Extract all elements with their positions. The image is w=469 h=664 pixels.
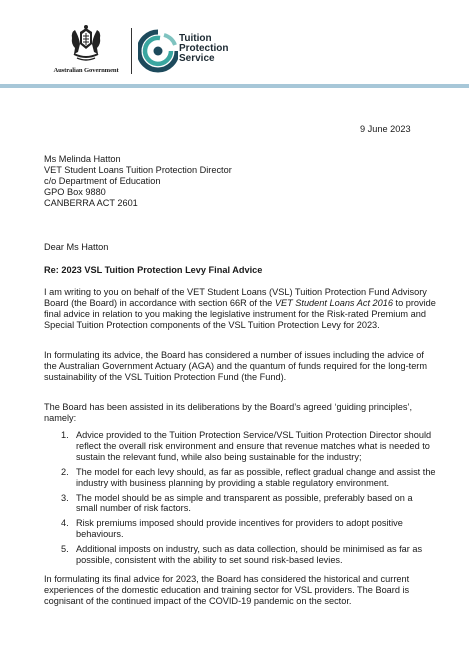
address-line: VET Student Loans Tuition Protection Director [44,164,232,175]
body-paragraph: In formulating its advice, the Board has considered a number of issues including the advice of the Australian Government Actuary (AGA) and the quantum of funds required for the long-term sustainability of the VSL Tuition Protection Fund (the Fund). [44,350,428,382]
tps-wordmark [179,34,228,64]
list-number: 3. [61,492,69,503]
body-paragraph: The Board has been assisted in its deliberations by the Board’s agreed ‘guiding principles’, namely: [44,402,413,423]
act-title: VET Student Loans Act 2016 [274,297,393,308]
body-paragraph: In formulating its final advice for 2023, the Board has considered the historical and current experiences of the domestic education and training sector for VSL providers. The Board is cognisant of the continued impact of the COVID-19 pandemic on the sector. [44,574,410,606]
body-paragraph [44,287,436,331]
address-line: Ms Melinda Hatton [44,154,121,164]
logo-divider [131,28,132,74]
letterhead [0,0,469,90]
address-line: c/o Department of Education [44,175,161,186]
recipient-address [44,154,232,209]
letter-date: 9 June 2023 [360,124,411,134]
list-text: Additional imposts on industry, such as data collection, should be minimised as far as possible, consistent with the ability to set sound risk-based levies. [76,544,423,566]
list-text: Risk premiums imposed should provide incentives for providers to adopt positive behaviours. [76,518,403,540]
address-line: GPO Box 9880 [44,186,106,197]
list-item [61,544,436,566]
body-text: to provide final advice in relation to you making the legislative instrument for the Risk-rated Premium and Special Tuition Protection components of the VSL Tuition Protection Levy for 2023. [44,297,436,330]
body-text: I am writing to you on behalf of the VET Student Loans (VSL) Tuition Protection Fund Advisory Board (the Board) in accordance with section 66R of the [44,287,427,308]
coat-of-arms-icon [69,24,103,64]
list-text: The model should be as simple and transparent as possible, preferably based on a small number of risk factors. [76,492,413,514]
government-wordmark: Australian Government [53,67,119,74]
address-line: CANBERRA ACT 2601 [44,197,138,208]
guiding-principles-list [44,430,436,570]
header-rule [0,84,469,88]
list-item [61,466,436,489]
tps-wordmark-line: Tuition [179,33,212,44]
list-number: 2. [61,466,69,477]
subject-line: Re: 2023 VSL Tuition Protection Levy Final Advice [44,265,263,275]
list-item [61,492,436,515]
list-item [61,518,436,540]
tps-wordmark-line: Protection [179,43,229,54]
tuition-protection-service-logo-icon [138,28,178,74]
list-text: The model for each levy should, as far as possible, reflect gradual change and assist the industry with business planning by providing a stable regulatory environment. [76,466,436,488]
list-number: 5. [61,544,69,555]
list-text: Advice provided to the Tuition Protection Service/VSL Tuition Protection Director should reflect the overall risk environment and ensure that revenue matches what is needed to sustain the relevant fund, while also being sustainable for the industry; [76,430,432,462]
tps-wordmark-line: Service [179,53,215,64]
list-item [61,430,436,463]
salutation: Dear Ms Hatton [44,242,109,252]
list-number: 4. [61,518,69,529]
australian-government-logo [44,24,128,76]
list-number: 1. [61,430,69,440]
